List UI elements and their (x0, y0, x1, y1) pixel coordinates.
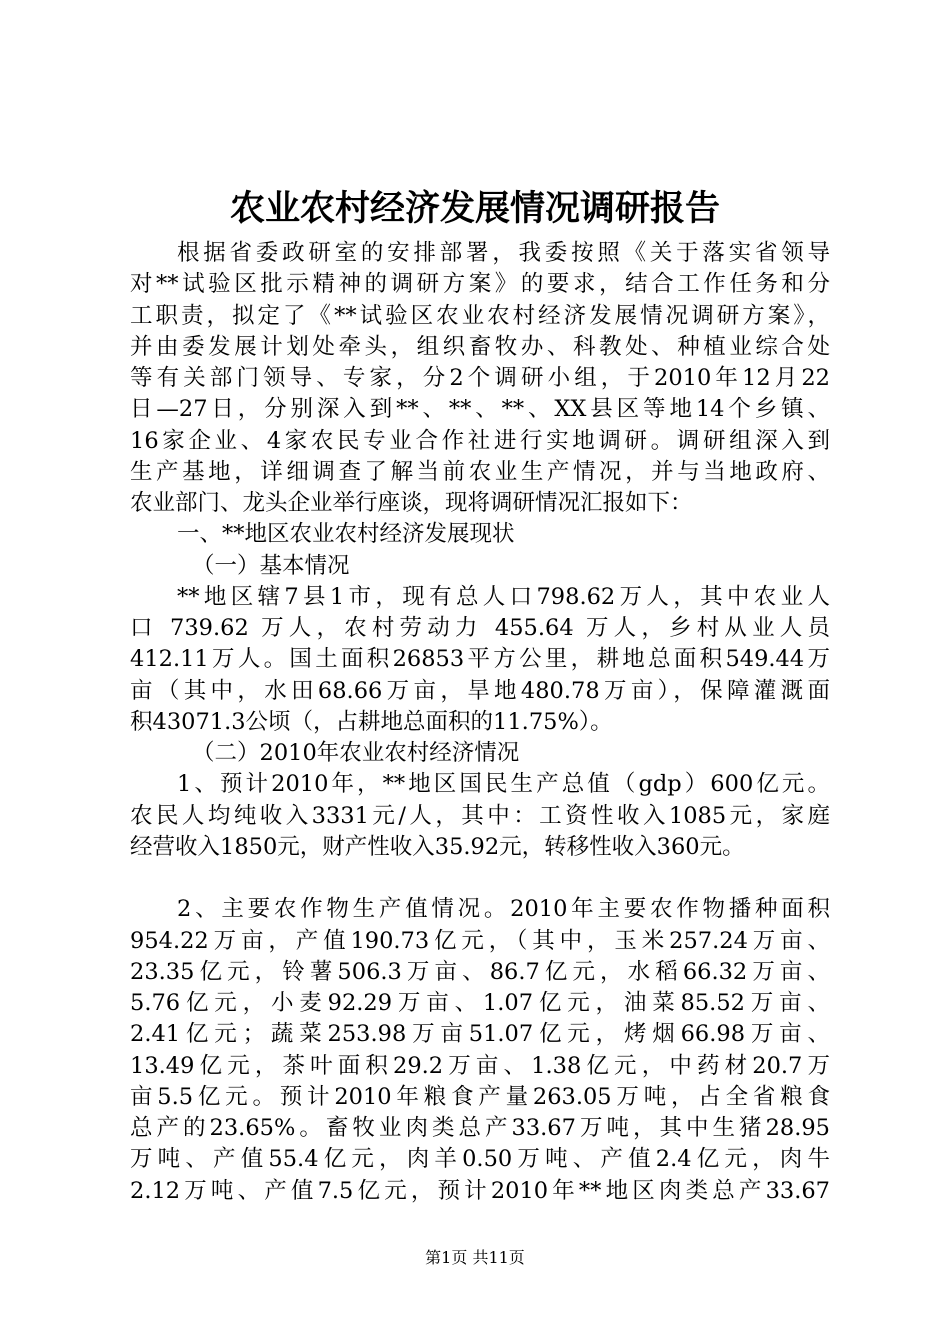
body-line: 生产基地，详细调查了解当前农业生产情况，并与当地政府、 (130, 458, 830, 485)
subsection-heading: （二）2010年农业农村经济情况 (192, 740, 520, 766)
body-line: 2.12万吨、产值7.5亿元，预计2010年**地区肉类总产33.67 (130, 1177, 830, 1204)
body-line: 亩（其中，水田68.66万亩，旱地480.78万亩），保障灌溉面 (130, 677, 830, 704)
body-line: 农业部门、龙头企业举行座谈，现将调研情况汇报如下： (130, 490, 693, 516)
body-line: 412.11万人。国土面积26853平方公里，耕地总面积549.44万 (130, 646, 830, 673)
body-line: 日—27日，分别深入到**、**、**、XX县区等地14个乡镇、 (130, 396, 830, 423)
body-line: **地区辖7县1市，现有总人口798.62万人，其中农业人 (177, 583, 830, 610)
body-line: 1、预计2010年，**地区国民生产总值（gdp）600亿元。 (177, 771, 830, 798)
body-line: 工职责，拟定了《**试验区农业农村经济发展情况调研方案》， (130, 302, 830, 329)
document-body (130, 238, 830, 1207)
body-line: 口 739.62 万人，农村劳动力 455.64 万人，乡村从业人员 (130, 615, 830, 641)
body-line: 23.35亿元，铃薯506.3万亩、86.7亿元，水稻66.32万亩、 (130, 958, 830, 985)
body-line: 总产的23.65%。畜牧业肉类总产33.67万吨，其中生猪28.95 (130, 1115, 830, 1141)
body-line: 5.76亿元，小麦92.29万亩、1.07亿元，油菜85.52万亩、 (130, 990, 830, 1016)
body-line: 2.41亿元；蔬菜253.98万亩51.07亿元，烤烟66.98万亩、 (130, 1021, 830, 1048)
body-line: 对**试验区批示精神的调研方案》的要求，结合工作任务和分 (130, 271, 830, 298)
body-line: 并由委发展计划处牵头，组织畜牧办、科教处、种植业综合处 (130, 333, 830, 360)
subsection-heading: （一）基本情况 (192, 552, 350, 579)
body-line: 2、主要农作物生产值情况。2010年主要农作物播种面积 (177, 896, 830, 923)
body-line: 经营收入1850元，财产性收入35.92元，转移性收入360元。 (130, 833, 745, 860)
page-indicator: 第1页 共11页 (425, 1248, 525, 1267)
body-line: 农民人均纯收入3331元/人，其中：工资性收入1085元，家庭 (130, 802, 830, 829)
body-line: 根据省委政研室的安排部署，我委按照《关于落实省领导 (177, 240, 830, 266)
section-heading: 一、**地区农业农村经济发展现状 (177, 521, 515, 548)
body-line: 954.22万亩，产值190.73亿元，（其中，玉米257.24万亩、 (130, 927, 830, 954)
body-line: 积43071.3公顷（，占耕地总面积的11.75%）。 (130, 708, 613, 735)
body-line: 万吨、产值55.4亿元，肉羊0.50万吨、产值2.4亿元，肉牛 (130, 1146, 830, 1173)
body-line: 亩5.5亿元。预计2010年粮食产量263.05万吨，占全省粮食 (130, 1083, 830, 1110)
blank-line (130, 863, 830, 894)
body-line: 13.49亿元，茶叶面积29.2万亩、1.38亿元，中药材20.7万 (130, 1052, 830, 1079)
body-line: 16家企业、4家农民专业合作社进行实地调研。调研组深入到 (130, 427, 830, 454)
body-line: 等有关部门领导、专家，分2个调研小组，于2010年12月22 (130, 365, 830, 391)
document-title: 农业农村经济发展情况调研报告 (229, 188, 720, 229)
